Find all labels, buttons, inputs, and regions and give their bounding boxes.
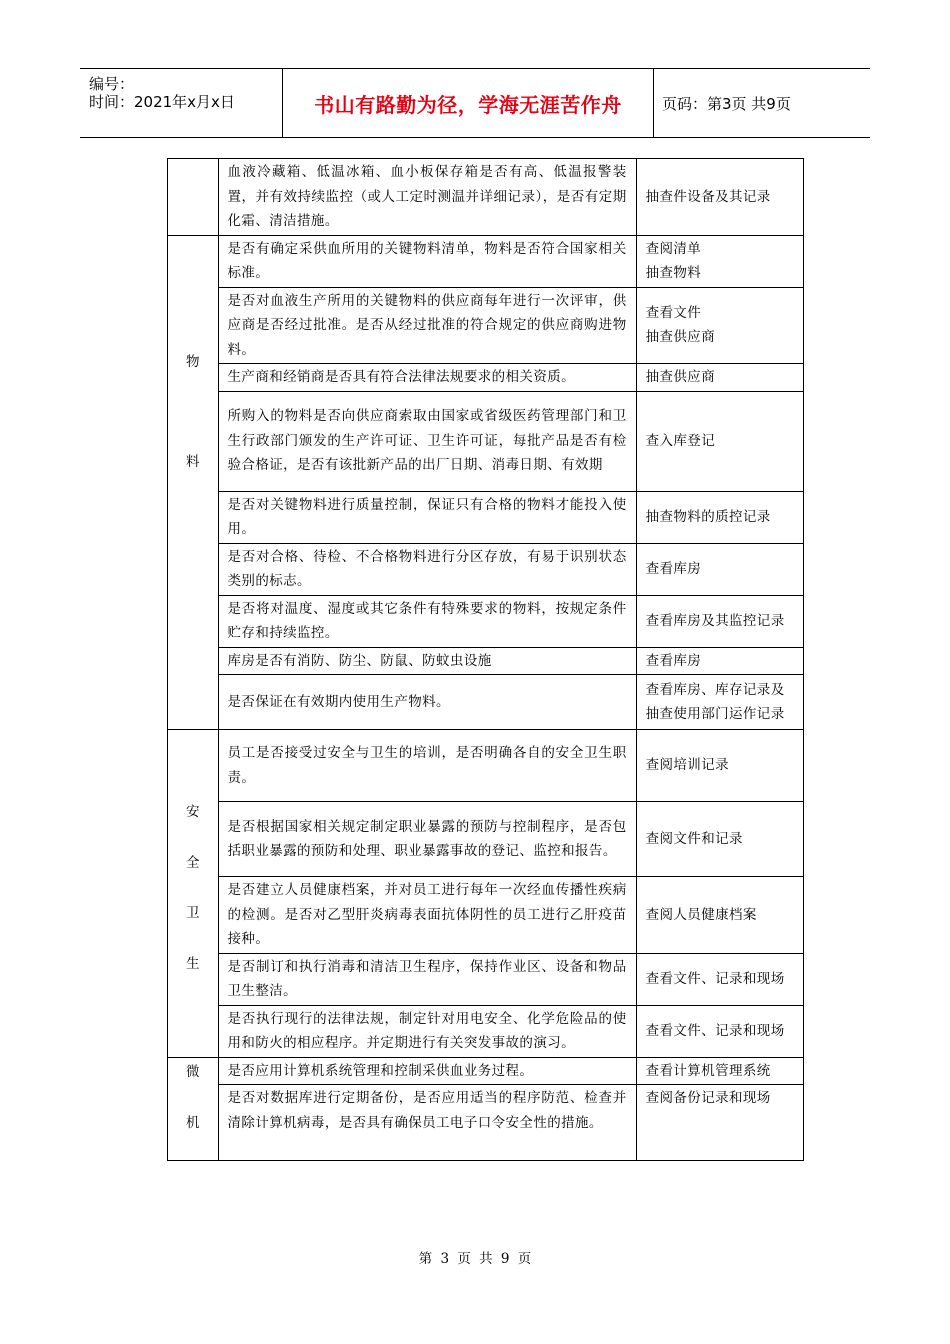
table-row xyxy=(168,391,804,491)
requirement-cell: 是否根据国家相关规定制定职业暴露的预防与控制程序，是否包括职业暴露的预防和处理、职业暴露事故的登记、监控和报告。 xyxy=(218,802,636,877)
category-char: 机 xyxy=(186,1114,200,1131)
requirement-cell: 生产商和经销商是否具有符合法律法规要求的相关资质。 xyxy=(218,364,636,392)
method-cell: 查阅培训记录 xyxy=(636,730,803,802)
method-cell: 抽查件设备及其记录 xyxy=(636,159,803,236)
requirement-cell: 员工是否接受过安全与卫生的培训，是否明确各自的安全卫生职责。 xyxy=(218,730,636,802)
table-row xyxy=(168,953,804,1005)
table-row xyxy=(168,1085,804,1161)
method-cell: 抽查供应商 xyxy=(636,364,803,392)
requirement-cell: 血液冷藏箱、低温冰箱、血小板保存箱是否有高、低温报警装置，并有效持续监控（或人工定时测温并详细记录），是否有定期化霜、清洁措施。 xyxy=(218,159,636,236)
requirement-cell: 是否制订和执行消毒和清洁卫生程序，保持作业区、设备和物品卫生整洁。 xyxy=(218,953,636,1005)
page-header xyxy=(80,68,870,138)
table-row xyxy=(168,1005,804,1057)
method-cell: 查阅备份记录和现场 xyxy=(636,1085,803,1161)
category-cell-computer xyxy=(168,1057,219,1161)
requirement-cell: 是否对关键物料进行质量控制，保证只有合格的物料才能投入使用。 xyxy=(218,491,636,543)
method-cell: 抽查物料的质控记录 xyxy=(636,491,803,543)
method-cell: 查看文件、记录和现场 xyxy=(636,1005,803,1057)
header-motto-cell xyxy=(283,69,654,137)
method-cell: 查看文件 抽查供应商 xyxy=(636,287,803,364)
category-cell-safety xyxy=(168,730,219,1058)
table-row xyxy=(168,543,804,595)
table-row xyxy=(168,877,804,954)
requirement-cell: 是否应用计算机系统管理和控制采供血业务过程。 xyxy=(218,1057,636,1085)
table-row xyxy=(168,730,804,802)
category-char: 微 xyxy=(186,1064,200,1081)
category-char: 全 xyxy=(186,854,200,871)
category-char: 料 xyxy=(186,454,200,471)
inspection-table xyxy=(167,158,804,1161)
table-row xyxy=(168,287,804,364)
table-row xyxy=(168,802,804,877)
category-char: 生 xyxy=(186,955,200,972)
requirement-cell: 是否保证在有效期内使用生产物料。 xyxy=(218,675,636,730)
method-cell: 查阅人员健康档案 xyxy=(636,877,803,954)
method-cell: 查看计算机管理系统 xyxy=(636,1057,803,1085)
method-cell: 查看库房 xyxy=(636,647,803,675)
category-char: 物 xyxy=(186,353,200,370)
method-cell: 查阅文件和记录 xyxy=(636,802,803,877)
requirement-cell: 是否建立人员健康档案，并对员工进行每年一次经血传播性疾病的检测。是否对乙型肝炎病毒表面抗体阴性的员工进行乙肝疫苗接种。 xyxy=(218,877,636,954)
requirement-cell: 是否将对温度、湿度或其它条件有特殊要求的物料，按规定条件贮存和持续监控。 xyxy=(218,595,636,647)
method-cell: 查看库房 xyxy=(636,543,803,595)
requirement-cell: 所购入的物料是否向供应商索取由国家或省级医药管理部门和卫生行政部门颁发的生产许可证、卫生许可证，每批产品是否有检验合格证，是否有该批新产品的出厂日期、消毒日期、有效期 xyxy=(218,391,636,491)
requirement-cell: 是否对血液生产所用的关键物料的供应商每年进行一次评审，供应商是否经过批准。是否从经过批准的符合规定的供应商购进物料。 xyxy=(218,287,636,364)
time-label: 时间：2021年x月x日 xyxy=(89,93,235,111)
table-row xyxy=(168,491,804,543)
method-cell: 查看文件、记录和现场 xyxy=(636,953,803,1005)
requirement-cell: 库房是否有消防、防尘、防鼠、防蚊虫设施 xyxy=(218,647,636,675)
category-cell-materials xyxy=(168,235,219,730)
table-row xyxy=(168,235,804,287)
category-cell-empty xyxy=(168,159,219,236)
method-cell: 查看库房、库存记录及抽查使用部门运作记录 xyxy=(636,675,803,730)
method-cell: 查看库房及其监控记录 xyxy=(636,595,803,647)
page-footer: 第 3 页 共 9 页 xyxy=(418,1251,532,1267)
table-row xyxy=(168,595,804,647)
table-row xyxy=(168,1057,804,1085)
table-row xyxy=(168,675,804,730)
category-char: 安 xyxy=(186,804,200,821)
page-label: 页码：第3页 共9页 xyxy=(662,94,791,113)
requirement-cell: 是否对合格、待检、不合格物料进行分区存放，有易于识别状态类别的标志。 xyxy=(218,543,636,595)
requirement-cell: 是否有确定采供血所用的关键物料清单，物料是否符合国家相关标准。 xyxy=(218,235,636,287)
method-cell: 查阅清单 抽查物料 xyxy=(636,235,803,287)
table-row xyxy=(168,159,804,236)
header-meta-cell xyxy=(80,69,283,137)
table-row xyxy=(168,364,804,392)
motto: 书山有路勤为径，学海无涯苦作舟 xyxy=(314,92,622,117)
method-cell: 查入库登记 xyxy=(636,391,803,491)
table-row xyxy=(168,647,804,675)
header-page-cell xyxy=(654,69,870,137)
requirement-cell: 是否对数据库进行定期备份，是否应用适当的程序防范、检查并清除计算机病毒，是否具有确保员工电子口令安全性的措施。 xyxy=(218,1085,636,1161)
requirement-cell: 是否执行现行的法律法规，制定针对用电安全、化学危险品的使用和防火的相应程序。并定期进行有关突发事故的演习。 xyxy=(218,1005,636,1057)
number-label: 编号： xyxy=(89,75,135,93)
category-char: 卫 xyxy=(186,905,200,922)
